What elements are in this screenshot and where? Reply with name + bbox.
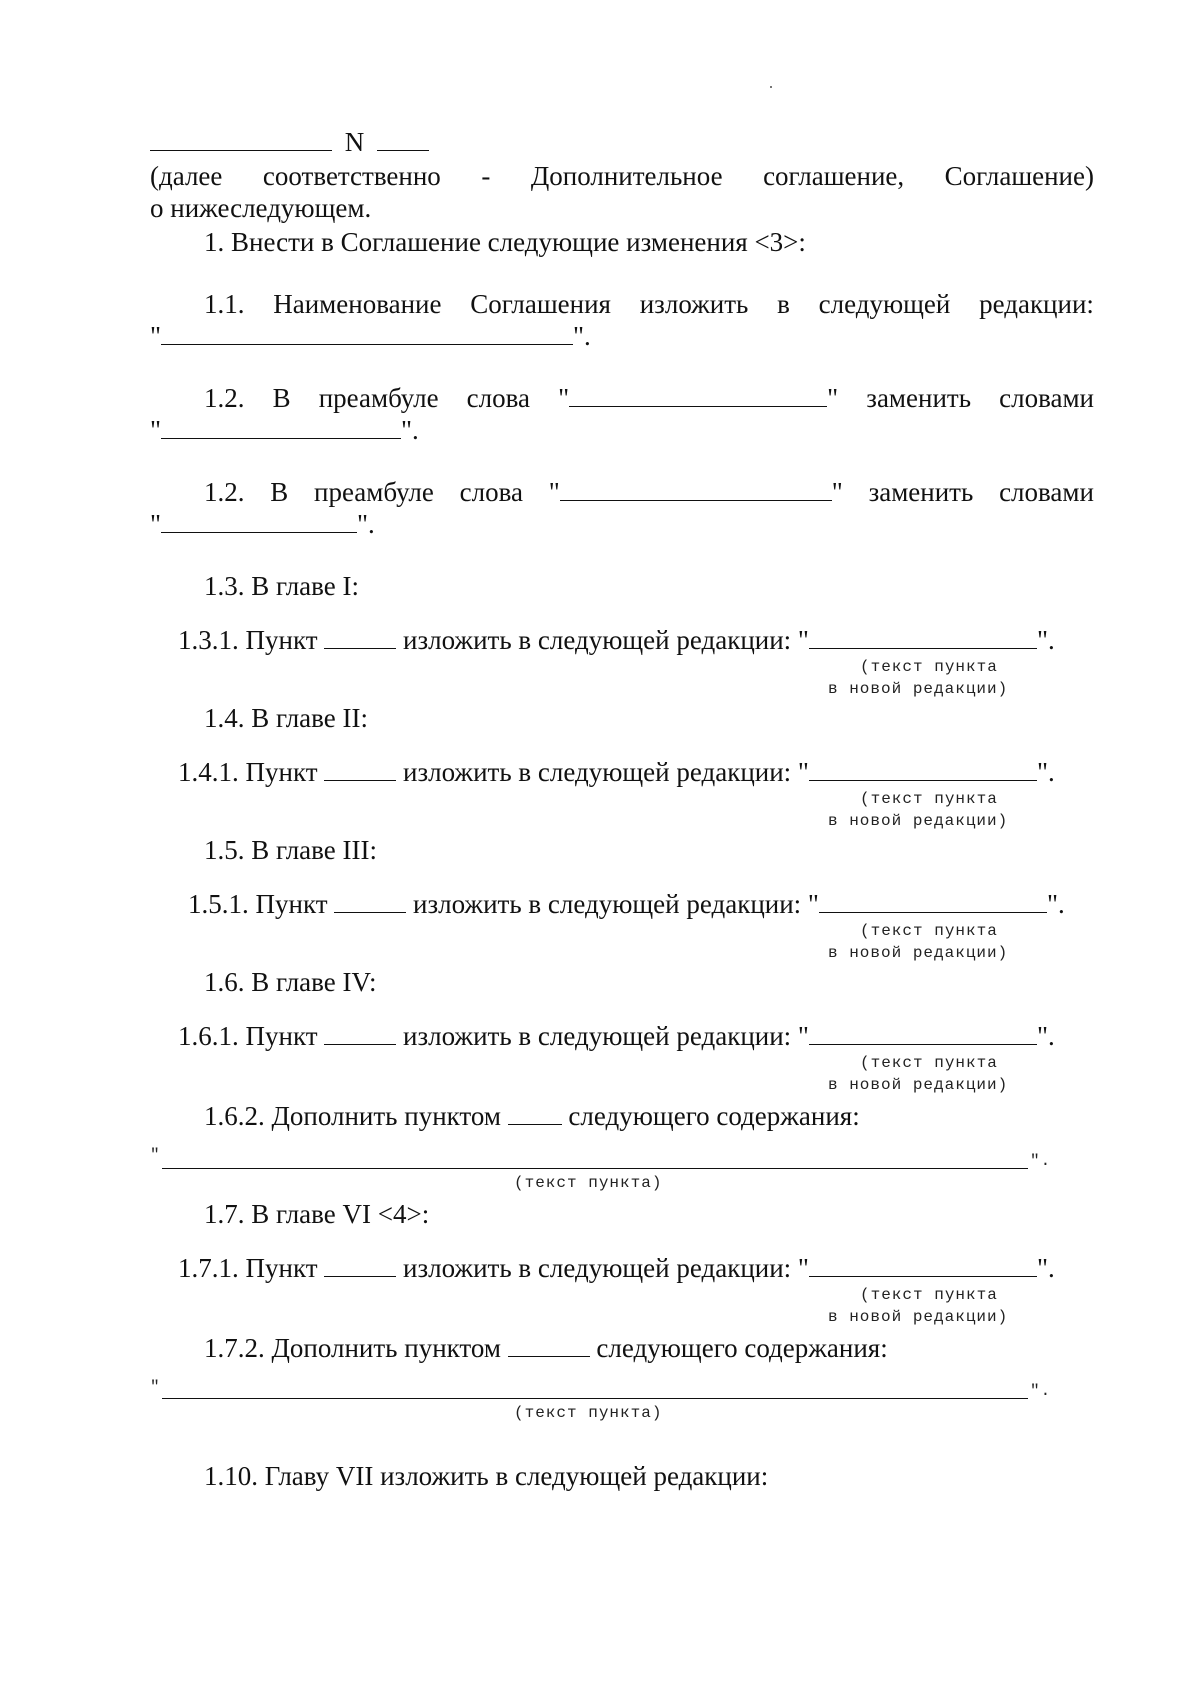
- quote-close: ".: [1036, 625, 1055, 655]
- clause-prefix: 1.4.1. Пункт: [178, 757, 318, 787]
- word: В: [272, 383, 291, 413]
- point-content-blank: [162, 1398, 1028, 1399]
- word: Дополнительное: [530, 161, 723, 191]
- clause-prefix: 1.7.1. Пункт: [178, 1253, 318, 1283]
- word: Соглашение): [944, 161, 1094, 191]
- paragraph-1-6-1: [178, 1020, 1055, 1052]
- clause-text: изложить в следующей редакции: ": [403, 757, 809, 787]
- point-number-blank: [324, 758, 396, 781]
- word: изложить: [639, 289, 749, 319]
- clause-text: изложить в следующей редакции: ": [403, 1021, 809, 1051]
- number-label: N: [344, 127, 365, 157]
- point-text-blank: [809, 626, 1037, 649]
- header-line-1: [150, 160, 1094, 192]
- clause-prefix: 1.3.1. Пункт: [178, 625, 318, 655]
- paragraph-1-5-1: [188, 888, 1065, 920]
- quote-close: ".: [1046, 889, 1065, 919]
- clause-text: следующего содержания:: [568, 1101, 860, 1131]
- point-number-blank: [334, 890, 406, 913]
- paragraph-1-6: 1.6. В главе IV:: [204, 967, 377, 997]
- word: Наименование: [273, 289, 442, 319]
- hint-new-text: (текст пункта: [860, 658, 998, 676]
- word: 1.2.: [204, 477, 245, 507]
- quote-close: ".: [1036, 757, 1055, 787]
- word: в: [777, 289, 790, 319]
- quote-close: ".: [401, 415, 419, 445]
- paragraph-1-10: 1.10. Главу VII изложить в следующей редакции:: [204, 1461, 769, 1491]
- hint-new-text-2: в новой редакции): [828, 1076, 1009, 1094]
- quote-open: ": [150, 509, 162, 539]
- word: соответственно: [262, 161, 441, 191]
- point-number-blank: [508, 1102, 562, 1125]
- point-number-blank: [324, 626, 396, 649]
- paragraph-1-7: 1.7. В главе VI <4>:: [204, 1199, 430, 1229]
- clause-prefix: 1.6.2. Дополнить пунктом: [204, 1101, 501, 1131]
- hint-point-text: (текст пункта): [514, 1404, 663, 1422]
- point-content-blank: [162, 1168, 1028, 1169]
- paragraph-1-1: [204, 288, 1094, 320]
- hint-new-text: (текст пункта: [860, 1054, 998, 1072]
- point-number-blank: [508, 1334, 590, 1357]
- paragraph-1-1-fill: [150, 320, 591, 352]
- paragraph-1-2b: [204, 476, 1094, 508]
- hint-new-text: (текст пункта: [860, 790, 998, 808]
- word: заменить: [868, 477, 974, 507]
- word: соглашение,: [763, 161, 905, 191]
- paragraph-1-4: 1.4. В главе II:: [204, 703, 368, 733]
- word: слова: [459, 477, 523, 507]
- word: словами: [999, 477, 1094, 507]
- paragraph-1-7-1: [178, 1252, 1055, 1284]
- quote-close: ".: [573, 321, 591, 351]
- point-text-blank: [809, 1022, 1037, 1045]
- long-quote-open: ": [150, 1146, 161, 1164]
- clause-prefix: 1.7.2. Дополнить пунктом: [204, 1333, 501, 1363]
- word: следующей: [818, 289, 951, 319]
- point-number-blank: [324, 1254, 396, 1277]
- paragraph-1-2b-fill: [150, 508, 375, 540]
- paragraph-1-3: 1.3. В главе I:: [204, 571, 359, 601]
- quote-close: ".: [357, 509, 375, 539]
- word: преамбуле: [318, 383, 439, 413]
- quoted-blank: " ": [558, 383, 839, 413]
- agreement-date-number-line: [150, 126, 429, 158]
- quote-close: ".: [1036, 1021, 1055, 1051]
- paragraph-1-5: 1.5. В главе III:: [204, 835, 377, 865]
- hint-new-text: (текст пункта: [860, 922, 998, 940]
- replacement-blank: [161, 510, 357, 533]
- word: -: [481, 161, 491, 191]
- word: словами: [999, 383, 1094, 413]
- paragraph-1-6-2: [204, 1100, 860, 1132]
- paragraph-1: 1. Внести в Соглашение следующие изменения <3>:: [204, 227, 806, 257]
- scan-speck: [770, 86, 772, 88]
- quote-close: ".: [1036, 1253, 1055, 1283]
- hint-new-text: (текст пункта: [860, 1286, 998, 1304]
- paragraph-1-2a: [204, 382, 1094, 414]
- word: преамбуле: [314, 477, 434, 507]
- header-line-2: о нижеследующем.: [150, 193, 372, 223]
- point-number-blank: [324, 1022, 396, 1045]
- point-text-blank: [819, 890, 1047, 913]
- quote-open: ": [150, 415, 162, 445]
- long-quote-close: ".: [1030, 1152, 1052, 1170]
- hint-new-text-2: в новой редакции): [828, 680, 1009, 698]
- point-text-blank: [809, 1254, 1037, 1277]
- hint-new-text-2: в новой редакции): [828, 944, 1009, 962]
- clause-text: изложить в следующей редакции: ": [413, 889, 819, 919]
- word: слова: [466, 383, 530, 413]
- replacement-blank: [161, 416, 401, 439]
- quoted-blank: " ": [548, 477, 843, 507]
- clause-text: изложить в следующей редакции: ": [403, 1253, 809, 1283]
- clause-text: изложить в следующей редакции: ": [403, 625, 809, 655]
- paragraph-1-2a-fill: [150, 414, 419, 446]
- word: Соглашения: [470, 289, 611, 319]
- word: редакции:: [979, 289, 1094, 319]
- number-blank: [377, 128, 429, 151]
- word: (далее: [150, 161, 223, 191]
- word: 1.1.: [204, 289, 245, 319]
- title-blank: [161, 322, 573, 345]
- paragraph-1-3-1: [178, 624, 1055, 656]
- hint-new-text-2: в новой редакции): [828, 812, 1009, 830]
- clause-prefix: 1.6.1. Пункт: [178, 1021, 318, 1051]
- clause-text: следующего содержания:: [596, 1333, 888, 1363]
- word: 1.2.: [204, 383, 245, 413]
- paragraph-1-7-2: [204, 1332, 888, 1364]
- hint-point-text: (текст пункта): [514, 1174, 663, 1192]
- word: В: [270, 477, 289, 507]
- date-blank: [150, 128, 332, 151]
- word: заменить: [866, 383, 972, 413]
- quote-open: ": [150, 321, 162, 351]
- paragraph-1-4-1: [178, 756, 1055, 788]
- long-quote-open: ": [150, 1378, 161, 1396]
- hint-new-text-2: в новой редакции): [828, 1308, 1009, 1326]
- point-text-blank: [809, 758, 1037, 781]
- long-quote-close: ".: [1030, 1382, 1052, 1400]
- clause-prefix: 1.5.1. Пункт: [188, 889, 328, 919]
